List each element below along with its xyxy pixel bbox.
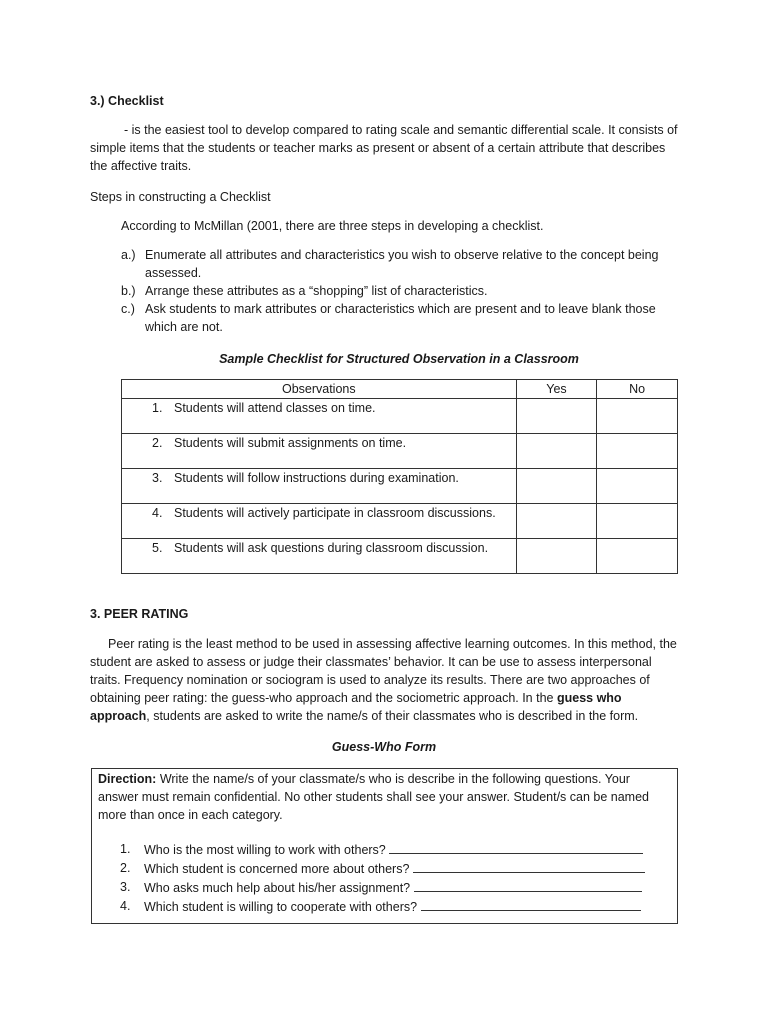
list-marker: c.) — [121, 302, 135, 316]
row-number: 1. — [152, 401, 163, 415]
observation-text: Students will ask questions during classroom discussion. — [174, 541, 489, 555]
steps-intro: According to McMillan (2001, there are three steps in developing a checklist. — [121, 219, 544, 233]
list-item — [121, 246, 681, 282]
form-caption: Guess-Who Form — [331, 740, 437, 754]
direction-label: Direction: — [98, 772, 157, 786]
yes-cell[interactable] — [516, 504, 597, 539]
row-number: 2. — [152, 436, 163, 450]
observation-cell — [122, 504, 517, 539]
guess-who-form — [91, 768, 678, 924]
answer-blank[interactable] — [413, 859, 645, 873]
yes-cell[interactable] — [516, 539, 597, 574]
no-cell[interactable] — [597, 434, 678, 469]
observation-cell — [122, 434, 517, 469]
list-item — [121, 282, 681, 300]
checklist-definition — [90, 121, 680, 175]
yes-cell[interactable] — [516, 434, 597, 469]
answer-blank[interactable] — [421, 897, 641, 911]
list-item — [121, 300, 681, 336]
question-number: 2. — [120, 861, 131, 875]
list-marker: b.) — [121, 284, 136, 298]
list-item-text: Enumerate all attributes and characteristics you wish to observe relative to the concept being assessed. — [145, 248, 659, 280]
list-item — [120, 840, 671, 859]
question-text: Who is the most willing to work with others? — [144, 843, 386, 857]
observation-text: Students will submit assignments on time. — [174, 436, 407, 450]
peer-rating-text-bold: guess who approach — [90, 691, 622, 723]
answer-blank[interactable] — [414, 878, 642, 892]
list-item — [120, 859, 671, 878]
question-list — [120, 840, 671, 916]
no-cell[interactable] — [597, 399, 678, 434]
yes-cell[interactable] — [516, 399, 597, 434]
table-row — [122, 504, 678, 539]
direction-text: Write the name/s of your classmate/s who is describe in the following questions. Your answer must remain confidential. No other students shall see your answer. Student/s can be named more than once in each category. — [98, 772, 649, 822]
table-row — [122, 399, 678, 434]
table-row — [122, 469, 678, 504]
answer-blank[interactable] — [389, 840, 643, 854]
row-number: 5. — [152, 541, 163, 555]
observation-text: Students will follow instructions during examination. — [174, 471, 459, 485]
row-number: 3. — [152, 471, 163, 485]
table-caption: Sample Checklist for Structured Observation in a Classroom — [219, 352, 579, 366]
question-text: Who asks much help about his/her assignment? — [144, 881, 411, 895]
peer-rating-paragraph — [90, 635, 680, 725]
list-item-text: Ask students to mark attributes or characteristics which are present and to leave blank those which are not. — [145, 302, 656, 334]
checklist-heading: 3.) Checklist — [90, 94, 164, 108]
checklist-definition-text: - is the easiest tool to develop compared to rating scale and semantic differential scale. It consists of simple items that the students or teacher marks as present or absent of a certain attribute that describes the affective traits. — [90, 123, 678, 173]
header-observations: Observations — [122, 380, 517, 399]
no-cell[interactable] — [597, 504, 678, 539]
no-cell[interactable] — [597, 539, 678, 574]
question-text: Which student is concerned more about others? — [144, 862, 410, 876]
steps-list — [121, 246, 681, 336]
table-header-row — [122, 380, 678, 399]
steps-heading: Steps in constructing a Checklist — [90, 190, 271, 204]
table-row — [122, 539, 678, 574]
form-direction — [98, 770, 671, 824]
observation-cell — [122, 539, 517, 574]
row-number: 4. — [152, 506, 163, 520]
list-marker: a.) — [121, 248, 136, 262]
observation-text: Students will actively participate in classroom discussions. — [174, 506, 496, 520]
observation-cell — [122, 469, 517, 504]
header-yes: Yes — [516, 380, 597, 399]
checklist-table — [121, 379, 678, 574]
peer-rating-text-start: Peer rating is the least method to be used in assessing affective learning outcomes. In this method, the student are asked to assess or judge their classmates’ behavior. It can be use to assess interpersonal traits. Frequency nomination or sociogram is used to analyze its results. There are two approaches of obtaining peer rating: the guess-who approach and the sociometric approach. In the — [90, 637, 677, 705]
question-number: 1. — [120, 842, 131, 856]
peer-rating-text-end: , students are asked to write the name/s of their classmates who is described in the form. — [146, 709, 639, 723]
peer-rating-heading: 3. PEER RATING — [90, 607, 189, 621]
no-cell[interactable] — [597, 469, 678, 504]
question-number: 4. — [120, 899, 131, 913]
observation-cell — [122, 399, 517, 434]
observation-text: Students will attend classes on time. — [174, 401, 376, 415]
header-no: No — [597, 380, 678, 399]
question-number: 3. — [120, 880, 131, 894]
yes-cell[interactable] — [516, 469, 597, 504]
list-item-text: Arrange these attributes as a “shopping” list of characteristics. — [145, 284, 488, 298]
question-text: Which student is willing to cooperate with others? — [144, 900, 418, 914]
list-item — [120, 897, 671, 916]
table-row — [122, 434, 678, 469]
list-item — [120, 878, 671, 897]
